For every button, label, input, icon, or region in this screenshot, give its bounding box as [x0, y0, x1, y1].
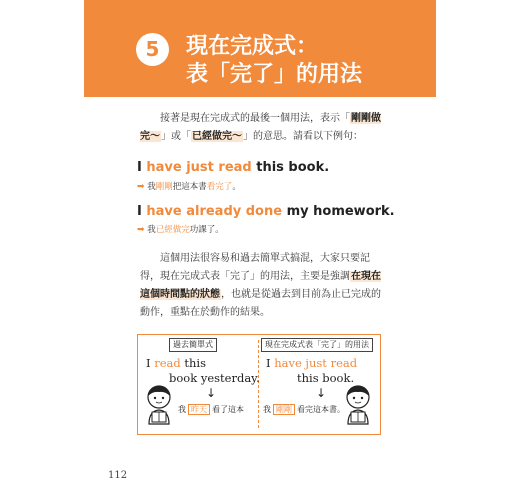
arrow-down-icon: ↓	[206, 386, 217, 400]
section-title-line2: 表「完了」的用法	[186, 62, 363, 87]
highlight-just-done: 剛剛做完～	[140, 113, 381, 142]
intro-paragraph: 接著是現在完成式的最後一個用法，表示「剛剛做完～」或「已經做完～」的意思。請看以下例句：	[140, 113, 381, 142]
right-example-line1: I have just read	[266, 356, 358, 370]
right-example-line2: this book.	[297, 371, 355, 385]
arrow-right-icon: ➡	[137, 225, 145, 235]
section-title-line1: 現在完成式：	[186, 34, 319, 59]
example2-translation: ➡ 我已經做完功課了。	[137, 225, 224, 235]
example1-translation: ➡ 我剛剛把這本書看完了。	[137, 182, 241, 192]
reading-person-illustration-right	[342, 384, 374, 426]
explanation-paragraph: 這個用法很容易和過去簡單式搞混，大家只要記得，現在完成式表「完了」的用法，主要是強調在現在這個時間點的狀態，也就是從過去到目前為止已完成的動作，重點在於動作的結果。	[140, 253, 381, 318]
arrow-right-icon: ➡	[137, 182, 145, 192]
arrow-down-icon: ↓	[316, 386, 327, 400]
reading-person-illustration-left	[143, 384, 175, 426]
highlight-state-now: 在現在這個時間點的狀態	[140, 271, 381, 300]
highlight-already-done: 已經做完～	[192, 131, 242, 142]
tag-past-simple: 過去簡單式	[169, 338, 217, 352]
right-translation: 我 剛剛 看完這本書。	[263, 405, 345, 414]
example1-sentence: I have just read this book.	[137, 160, 330, 175]
left-translation: 我 昨天 看了這本	[178, 405, 244, 414]
example2-sentence: I have already done my homework.	[137, 204, 395, 219]
section-number-badge: 5	[136, 33, 169, 66]
tag-present-perfect-completion: 現在完成式表「完了」的用法	[261, 338, 373, 352]
left-example-line2: book yesterday.	[169, 371, 260, 385]
left-example-line1: I read this	[146, 356, 206, 370]
page-number: 112	[108, 470, 128, 481]
